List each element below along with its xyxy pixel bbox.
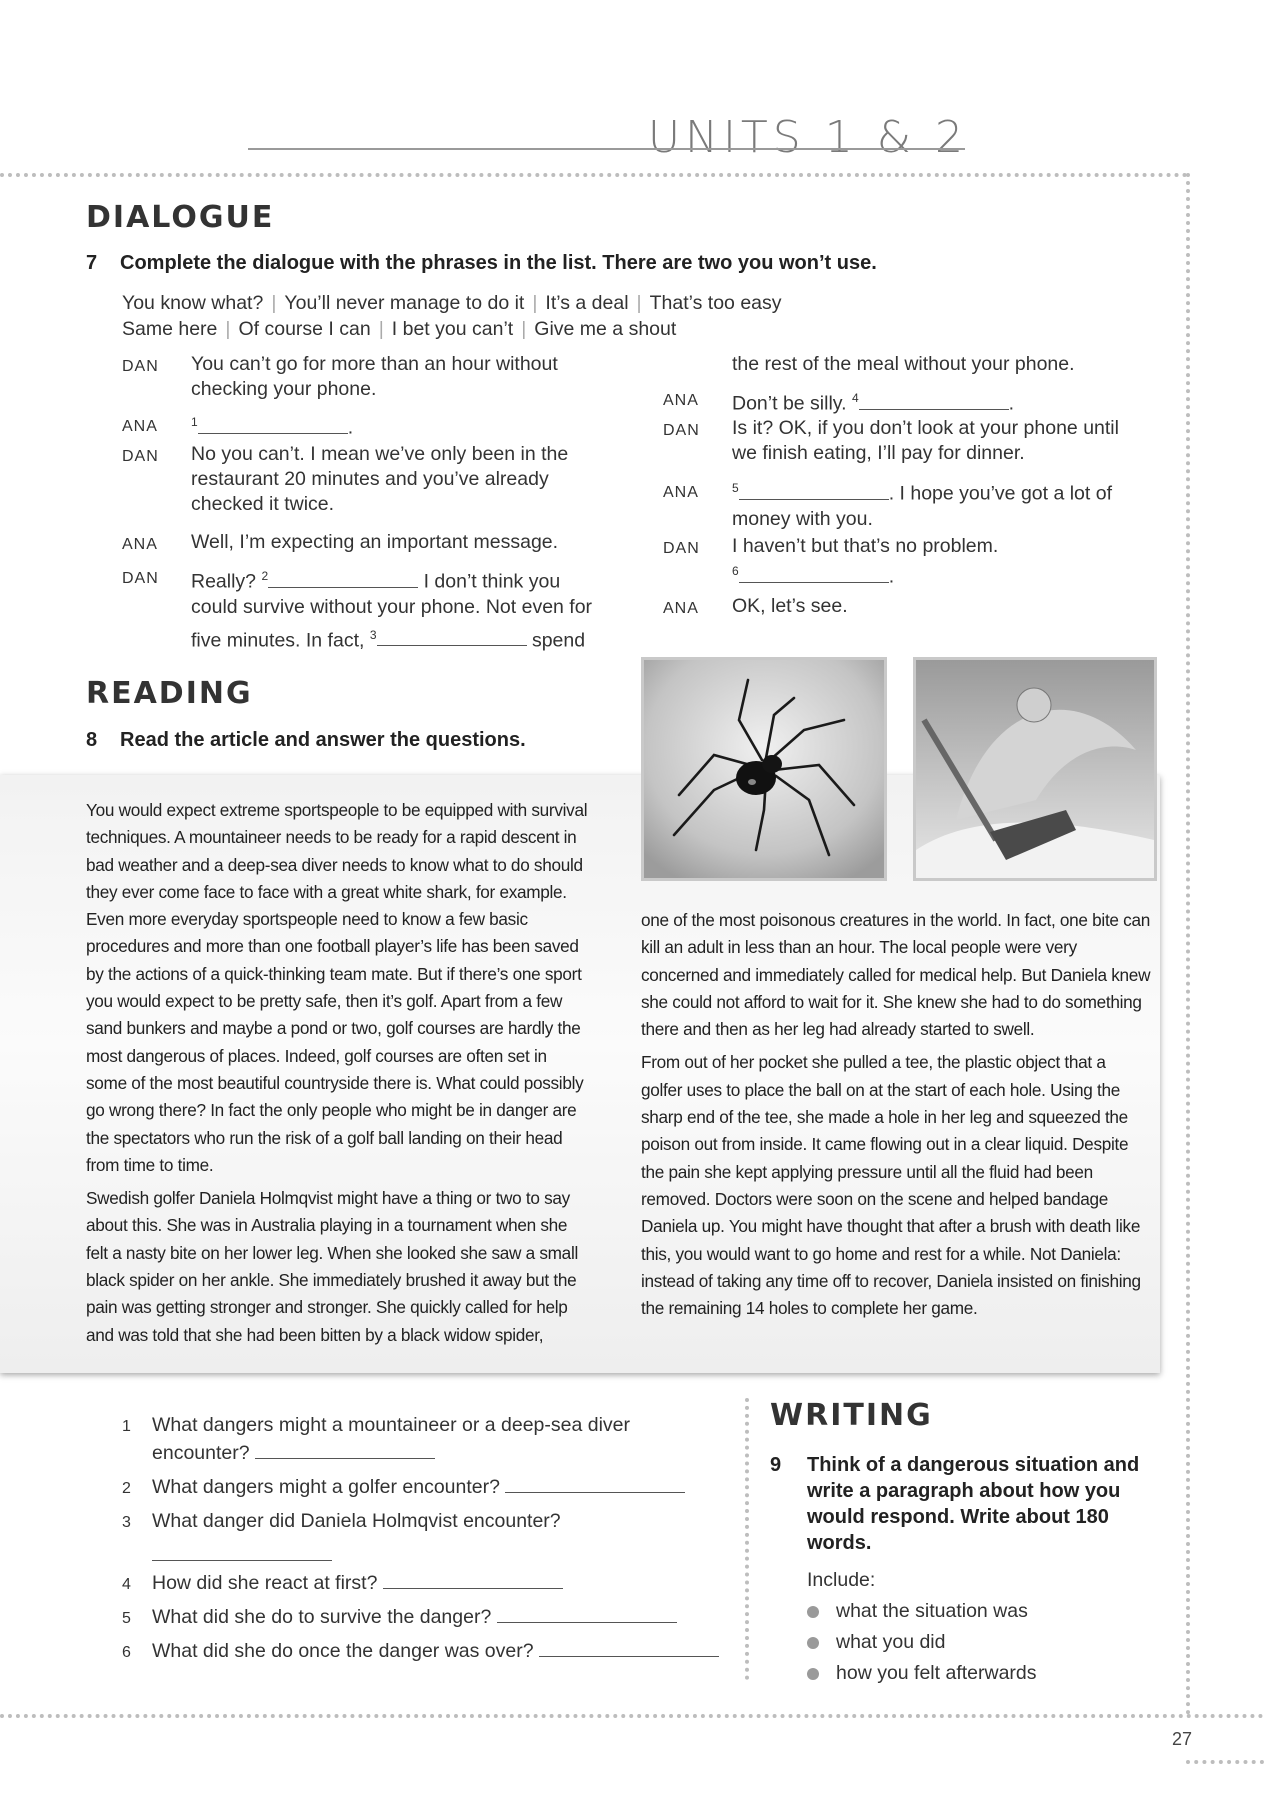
answer-gap-6[interactable] xyxy=(739,564,889,583)
questions-list xyxy=(122,1410,742,1670)
unit-title: UNITS 1 & 2 xyxy=(647,112,968,163)
header-rule xyxy=(248,148,965,150)
task-9-number: 9 xyxy=(770,1454,782,1476)
phrase-row-2: Same here | Of course I can | I bet you can’t | Give me a shout xyxy=(122,318,677,340)
dialogue-text: Is it? OK, if you don’t look at your phone until xyxy=(732,417,1119,439)
dialogue-text: restaurant 20 minutes and you’ve already xyxy=(191,468,549,490)
golf-club-icon xyxy=(916,660,1154,878)
dialogue-line: Really? $^2$ I don’t think you could survive without your phone. Not even for five minutes. In fact, $^3$ spend xyxy=(191,564,651,653)
dialogue-text: I haven’t but that’s no problem. xyxy=(732,535,999,557)
include-list xyxy=(807,1565,1037,1689)
article-paragraph: From out of her pocket she pulled a tee, the plastic object that a golfer uses to place the ball on at the start of each hole. Using the sharp end of the tee, she made a hole in her leg and squeezed the poison out from inside. It came flowing out in a clear liquid. Despite the pain she kept applying pressure until all the fluid had been removed. Doctors were soon on the scene and helped bandage Daniela up. You might have thought that after a brush with death like this, you would want to go home and rest for a while. Not Daniela: instead of taking any time off to recover, Daniela insisted on finishing the remaining 14 holes to complete her game. xyxy=(641,1052,1141,1319)
answer-line-5[interactable] xyxy=(497,1604,677,1623)
answer-line-1[interactable] xyxy=(255,1440,435,1459)
question-4 xyxy=(122,1568,742,1600)
task-7-text: Complete the dialogue with the phrases in the list. There are two you won’t use. xyxy=(120,252,877,274)
question-6 xyxy=(122,1636,742,1668)
article-paragraph: Swedish golfer Daniela Holmqvist might have a thing or two to say about this. She was in Australia playing in a tournament when she felt a nasty bite on her lower leg. When she looked she saw a small black spider on her ankle. She immediately brushed it away but the pain was getting stronger and stronger. She quickly called for help and was told that she had been bitten by a black widow spider, xyxy=(86,1188,578,1345)
dialogue-line: $^5$ . I hope you’ve got a lot of money with you. xyxy=(732,481,1113,530)
task-7-number: 7 xyxy=(86,252,98,274)
task-7 xyxy=(86,252,877,275)
phrase-row-1: You know what? | You’ll never manage to do it | It’s a deal | That’s too easy xyxy=(122,292,782,314)
dialogue-text: checking your phone. xyxy=(191,378,377,400)
gap-number: 1 xyxy=(191,415,198,429)
dialogue-text: the rest of the meal without your phone. xyxy=(732,353,1075,375)
include-item: how you felt afterwards xyxy=(807,1658,1037,1689)
gap-number: 3 xyxy=(369,627,377,642)
question-text: encounter? xyxy=(152,1442,250,1464)
spider-photo xyxy=(641,657,887,881)
task-9-text: Think of a dangerous situation and xyxy=(807,1454,1140,1476)
article-paragraph: You would expect extreme sportspeople to be equipped with survival techniques. A mountaineer needs to be ready for a rapid descent in bad weather and a deep-sea diver needs to know what to do should they ever come face to face with a great white shark, for example. Even more everyday sportspeople need to know a few basic procedures and more than one football player’s life has been saved by the actions of a quick-thinking team mate. But if there’s one sport you would expect to be pretty safe, then it’s golf. Apart from a few sand bunkers and maybe a pond or two, golf courses are hardly the most dangerous of places. Indeed, golf courses are often set in some of the most beautiful countryside there is. What could possibly go wrong there? In fact the only people who might be in danger are the spectators who run the risk of a golf ball landing on their head from time to time. xyxy=(86,800,588,1175)
dialogue-text: checked it twice. xyxy=(191,493,335,515)
dialogue-line xyxy=(191,530,558,555)
dialogue-text: money with you. xyxy=(732,507,873,530)
dialogue-line: I haven’t but that’s no problem. $^6$ . xyxy=(732,535,999,588)
dialogue-line: Don’t be silly. $^4$ . xyxy=(732,391,1015,415)
question-number: 5 xyxy=(122,1610,131,1627)
answer-gap-5[interactable] xyxy=(739,481,889,500)
question-2 xyxy=(122,1472,742,1504)
answer-gap-2[interactable] xyxy=(268,569,418,588)
answer-gap-4[interactable] xyxy=(859,391,1009,410)
speaker-label: ANA xyxy=(663,392,699,409)
phrase: You’ll never manage to do it xyxy=(284,292,525,314)
bullet-icon xyxy=(807,1606,819,1618)
dialogue-text: No you can’t. I mean we’ve only been in the xyxy=(191,443,569,465)
dialogue-line xyxy=(191,442,568,517)
page-number-dotted-rule xyxy=(1186,1760,1264,1764)
dialogue-text: Well, I’m expecting an important message. xyxy=(191,531,559,553)
writing-heading: WRITING xyxy=(770,1398,933,1433)
article-column-2 xyxy=(641,907,1151,1328)
speaker-label: DAN xyxy=(663,422,700,439)
dialogue-line xyxy=(732,352,1075,377)
phrase: That’s too easy xyxy=(649,292,782,314)
spider-icon xyxy=(644,660,884,878)
question-text: How did she react at first? xyxy=(152,1572,378,1594)
include-item: what you did xyxy=(807,1627,1037,1658)
bullet-icon xyxy=(807,1637,819,1649)
bullet-icon xyxy=(807,1668,819,1680)
question-5 xyxy=(122,1602,742,1634)
answer-line-3[interactable] xyxy=(152,1542,332,1561)
question-number: 3 xyxy=(122,1514,131,1531)
task-9 xyxy=(770,1452,1170,1556)
question-text: What dangers might a golfer encounter? xyxy=(152,1476,500,1498)
reading-heading: READING xyxy=(86,676,253,711)
gap-number: 5 xyxy=(732,481,739,495)
speaker-label: DAN xyxy=(122,358,159,375)
dialogue-line xyxy=(732,594,848,619)
question-number: 4 xyxy=(122,1576,131,1593)
page-number: 27 xyxy=(1171,1729,1192,1749)
dialogue-line: $^1$ . xyxy=(191,415,354,439)
task-9-text: write a paragraph about how you xyxy=(807,1480,1121,1502)
task-9-text: would respond. Write about 180 xyxy=(807,1506,1109,1528)
speaker-label: DAN xyxy=(122,570,159,587)
dialogue-right-column xyxy=(663,352,1163,632)
question-1 xyxy=(122,1410,742,1470)
phrase: Same here xyxy=(122,318,218,340)
right-dotted-border xyxy=(1186,173,1190,1716)
gap-number: 2 xyxy=(261,569,269,583)
dialogue-heading: DIALOGUE xyxy=(86,200,275,235)
answer-gap-1[interactable] xyxy=(198,415,348,434)
bottom-dotted-border xyxy=(0,1714,1264,1718)
question-text: What did she do to survive the danger? xyxy=(152,1606,492,1628)
phrase: You know what? xyxy=(122,292,264,314)
question-number: 1 xyxy=(122,1418,131,1435)
article-paragraph: one of the most poisonous creatures in the world. In fact, one bite can kill an adult in less than an hour. The local people were very concerned and immediately called for medical help. But Daniela knew she could not afford to wait for it. She knew she had to do something there and then as her leg had already started to swell. xyxy=(641,910,1151,1040)
speaker-label: ANA xyxy=(122,536,158,553)
answer-line-2[interactable] xyxy=(505,1474,685,1493)
dialogue-text: You can’t go for more than an hour without xyxy=(191,353,558,375)
question-3 xyxy=(122,1506,742,1566)
task-8-text: Read the article and answer the questions. xyxy=(120,729,526,751)
question-number: 6 xyxy=(122,1644,131,1661)
phrase: Give me a shout xyxy=(534,318,677,340)
dialogue-left-column xyxy=(122,352,642,652)
speaker-label: ANA xyxy=(663,600,699,617)
gap-number: 4 xyxy=(851,391,859,405)
answer-line-6[interactable] xyxy=(539,1638,719,1657)
speaker-label: ANA xyxy=(122,418,158,435)
task-9-text: words. xyxy=(807,1532,872,1554)
dialogue-text: could survive without your phone. Not even for xyxy=(191,595,593,618)
article-column-1 xyxy=(86,797,591,1355)
phrase: It’s a deal xyxy=(545,292,629,314)
dialogue-line xyxy=(732,416,1119,466)
speaker-label: ANA xyxy=(663,484,699,501)
speaker-label: DAN xyxy=(122,448,159,465)
include-label: Include: xyxy=(807,1569,876,1591)
dialogue-line xyxy=(191,352,558,402)
top-dotted-border xyxy=(0,173,1188,177)
question-number: 2 xyxy=(122,1480,131,1497)
task-8-number: 8 xyxy=(86,729,98,751)
question-text: What did she do once the danger was over? xyxy=(152,1640,534,1662)
answer-gap-3[interactable] xyxy=(377,627,527,646)
writing-dotted-divider xyxy=(745,1398,749,1680)
question-text: What danger did Daniela Holmqvist encounter? xyxy=(152,1510,561,1532)
golf-bunker-photo xyxy=(913,657,1157,881)
question-text: What dangers might a mountaineer or a deep-sea diver xyxy=(152,1414,631,1436)
phrase: Of course I can xyxy=(238,318,371,340)
task-8 xyxy=(86,729,526,752)
answer-line-4[interactable] xyxy=(383,1570,563,1589)
phrase: I bet you can’t xyxy=(391,318,514,340)
include-item: what the situation was xyxy=(807,1596,1037,1627)
speaker-label: DAN xyxy=(663,540,700,557)
gap-number: 6 xyxy=(732,564,739,578)
dialogue-text: OK, let’s see. xyxy=(732,595,848,617)
dialogue-text: we finish eating, I’ll pay for dinner. xyxy=(732,442,1025,464)
phrase-list xyxy=(122,290,782,342)
